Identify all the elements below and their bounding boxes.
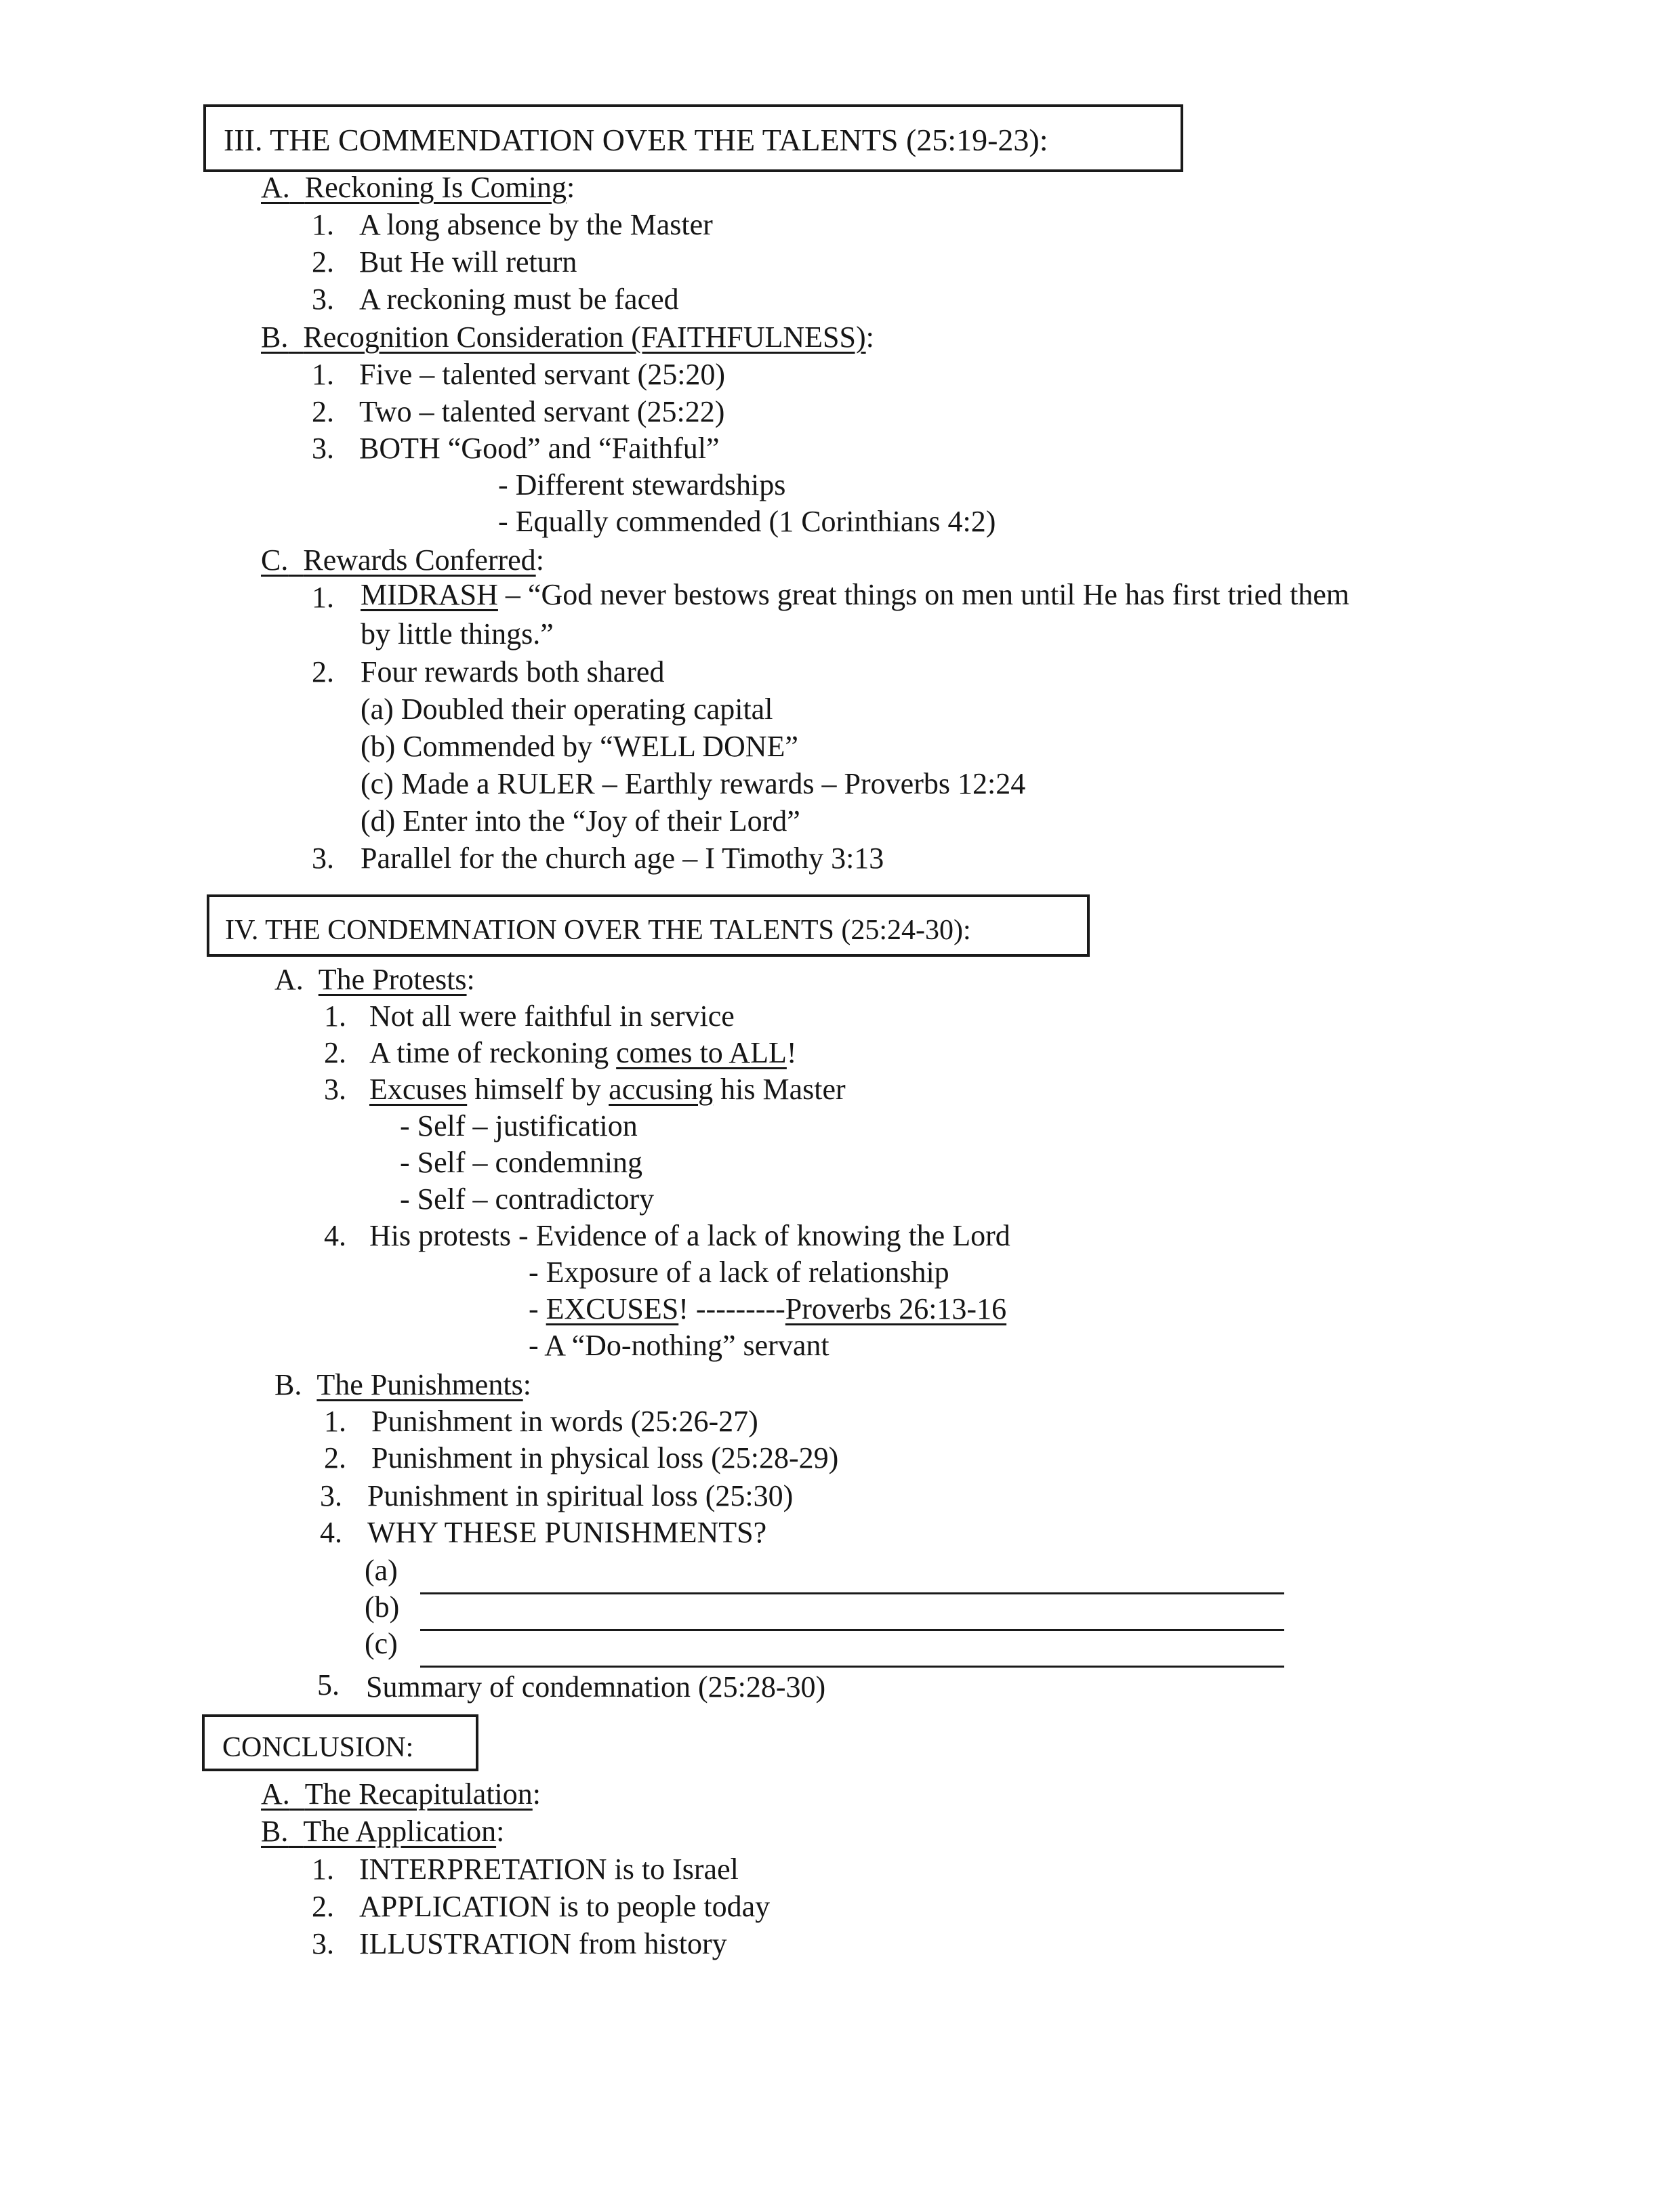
- list-item-num: 2.: [324, 1441, 346, 1474]
- list-item-num: 3.: [312, 432, 334, 465]
- underlined-word: accusing: [609, 1073, 714, 1106]
- midrash-quote: MIDRASH – “God never bestows great things on men until He has first tried them: [361, 578, 1350, 611]
- excuses-word: EXCUSES: [546, 1292, 679, 1325]
- list-item-num: 2.: [312, 655, 334, 688]
- list-item: Excuses himself by accusing his Master: [369, 1073, 846, 1106]
- list-item-num: 2.: [312, 245, 334, 278]
- sub-item: - Equally commended (1 Corinthians 4:2): [498, 505, 996, 538]
- underlined-phrase: comes to ALL: [616, 1036, 787, 1069]
- list-item: Two – talented servant (25:22): [359, 395, 725, 428]
- sub-item: - Exposure of a lack of relationship: [529, 1256, 949, 1289]
- section-iv-b-heading: B. The Punishments:: [274, 1368, 531, 1401]
- section-iv-b-title: The Punishments: [316, 1368, 523, 1401]
- list-item-num: 1.: [324, 999, 346, 1033]
- list-item-num: 3.: [312, 283, 334, 316]
- section-iii-c-label: C. Rewards Conferred: [261, 543, 536, 577]
- section-iii-c-heading: C. Rewards Conferred:: [261, 543, 544, 577]
- list-item: Not all were faithful in service: [369, 999, 735, 1033]
- list-item: A long absence by the Master: [359, 208, 713, 241]
- section-iii-a-label: A. Reckoning Is Coming: [261, 171, 567, 204]
- midrash-quote-continuation: by little things.”: [361, 617, 554, 651]
- section-iii-a-heading: A. Reckoning Is Coming:: [261, 171, 575, 204]
- list-item-num: 1.: [312, 358, 334, 391]
- list-item-num: 2.: [312, 395, 334, 428]
- list-item: His protests - Evidence of a lack of knowing the Lord: [369, 1219, 1010, 1252]
- conclusion-b-label: B. The Application: [261, 1815, 497, 1848]
- sub-item: (b) Commended by “WELL DONE”: [361, 730, 798, 763]
- list-item-num: 4.: [320, 1516, 342, 1549]
- section-iii-heading: III. THE COMMENDATION OVER THE TALENTS (25:19-23):: [224, 123, 1048, 157]
- conclusion-b-heading: B. The Application:: [261, 1815, 505, 1848]
- list-item: APPLICATION is to people today: [359, 1890, 771, 1923]
- list-item: But He will return: [359, 245, 577, 278]
- section-iv-a-title: The Protests: [318, 963, 467, 996]
- section-iii-b-heading: B. Recognition Consideration (FAITHFULNESS):: [261, 321, 874, 354]
- sub-item: - A “Do-nothing” servant: [529, 1329, 829, 1362]
- blank-label: (b): [365, 1590, 400, 1624]
- list-item-num: 5.: [317, 1668, 340, 1701]
- list-item-num: 1.: [312, 1853, 334, 1886]
- list-item: Four rewards both shared: [361, 655, 665, 688]
- list-item-num: 1.: [312, 581, 334, 614]
- list-item-num: 2.: [324, 1036, 346, 1069]
- list-item-num: 1.: [312, 208, 334, 241]
- fill-in-blank-line[interactable]: [420, 1629, 1284, 1631]
- list-item: Parallel for the church age – I Timothy 3:13: [361, 842, 884, 875]
- fill-in-blank-line[interactable]: [420, 1666, 1284, 1668]
- list-item-num: 3.: [312, 842, 334, 875]
- list-item: Summary of condemnation (25:28-30): [366, 1670, 826, 1704]
- sub-item: - Different stewardships: [498, 468, 786, 501]
- conclusion-heading: CONCLUSION:: [222, 1732, 414, 1763]
- conclusion-a-label: A. The Recapitulation: [261, 1777, 533, 1811]
- list-item-num: 3.: [312, 1927, 334, 1960]
- section-iv-a-heading: A. The Protests:: [274, 963, 475, 996]
- list-item: Punishment in words (25:26-27): [371, 1405, 758, 1438]
- list-item: BOTH “Good” and “Faithful”: [359, 432, 720, 465]
- list-item-num: 1.: [324, 1405, 346, 1438]
- sub-item: (c) Made a RULER – Earthly rewards – Proverbs 12:24: [361, 767, 1026, 800]
- list-item-num: 2.: [312, 1890, 334, 1923]
- sub-item: (a) Doubled their operating capital: [361, 693, 773, 726]
- list-item: A time of reckoning comes to ALL!: [369, 1036, 797, 1069]
- conclusion-a-heading: A. The Recapitulation:: [261, 1777, 541, 1811]
- list-item-num: 3.: [320, 1479, 342, 1512]
- blank-label: (a): [365, 1554, 398, 1587]
- sub-item: - Self – contradictory: [400, 1182, 655, 1216]
- sub-item: - EXCUSES! ---------Proverbs 26:13-16: [529, 1292, 1007, 1325]
- proverbs-reference: Proverbs 26:13-16: [785, 1292, 1007, 1325]
- list-item: Punishment in spiritual loss (25:30): [367, 1479, 794, 1512]
- blank-label: (c): [365, 1627, 398, 1660]
- list-item-num: 3.: [324, 1073, 346, 1106]
- list-item: Punishment in physical loss (25:28-29): [371, 1441, 839, 1474]
- list-item: Five – talented servant (25:20): [359, 358, 726, 391]
- list-item: ILLUSTRATION from history: [359, 1927, 727, 1960]
- sub-item: - Self – justification: [400, 1109, 638, 1142]
- midrash-label: MIDRASH: [361, 578, 498, 611]
- section-iii-b-label: B. Recognition Consideration (FAITHFULNESS): [261, 321, 866, 354]
- underlined-word: Excuses: [369, 1073, 468, 1106]
- list-item: A reckoning must be faced: [359, 283, 679, 316]
- list-item-num: 4.: [324, 1219, 346, 1252]
- list-item: WHY THESE PUNISHMENTS?: [367, 1516, 767, 1549]
- sub-item: (d) Enter into the “Joy of their Lord”: [361, 804, 800, 838]
- section-iv-heading: IV. THE CONDEMNATION OVER THE TALENTS (25:24-30):: [225, 915, 971, 946]
- list-item: INTERPRETATION is to Israel: [359, 1853, 739, 1886]
- fill-in-blank-line[interactable]: [420, 1592, 1284, 1594]
- sub-item: - Self – condemning: [400, 1146, 643, 1179]
